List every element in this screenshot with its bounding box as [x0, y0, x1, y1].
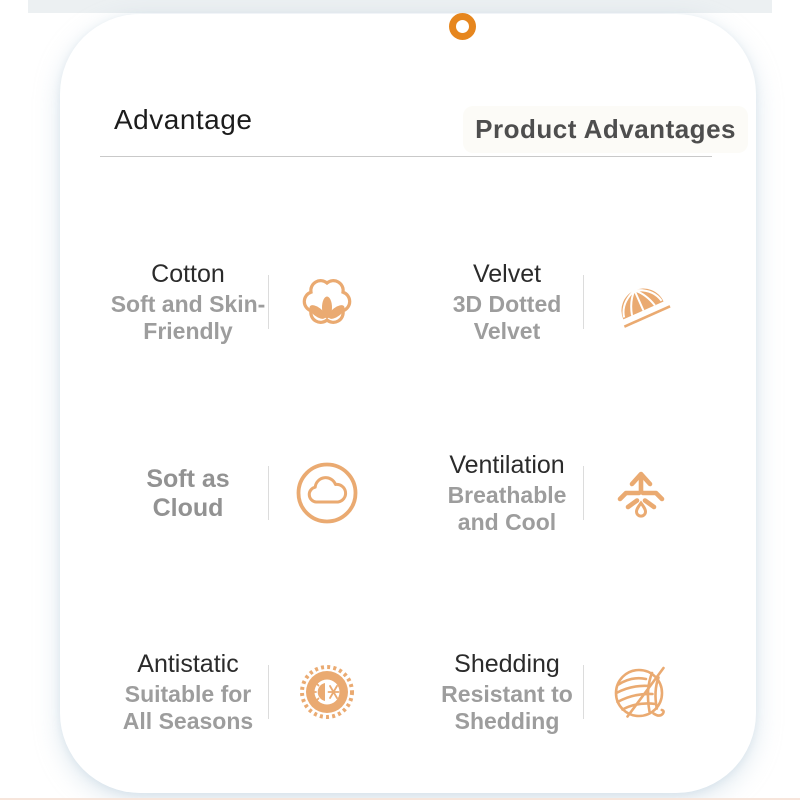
- yarn-ball-icon: [584, 659, 697, 725]
- feature-title: Ventilation: [449, 451, 565, 480]
- page-title: Advantage: [114, 104, 253, 135]
- feature-shedding: [431, 636, 697, 748]
- cloud-icon: [269, 460, 384, 526]
- feature-ventilation: [431, 440, 697, 546]
- feature-text: [431, 649, 583, 734]
- ring-icon: [449, 13, 476, 40]
- feature-title: Antistatic: [137, 650, 239, 679]
- feature-soft-as-cloud: [108, 440, 384, 546]
- feature-title: Shedding: [454, 650, 560, 679]
- all-seasons-icon: [269, 659, 384, 725]
- cotton-icon: [269, 268, 384, 336]
- feature-text: [108, 463, 268, 523]
- feature-text: [431, 259, 583, 344]
- feature-antistatic: [108, 636, 384, 748]
- top-background-band: [28, 0, 772, 13]
- feature-subtitle: 3D Dotted Velvet: [452, 291, 562, 344]
- feature-subtitle: Soft as Cloud: [146, 465, 230, 522]
- feature-text: [431, 450, 583, 535]
- feature-title: Cotton: [151, 260, 225, 289]
- feature-subtitle: Soft and Skin-Friendly: [110, 291, 266, 344]
- feature-title: Velvet: [472, 260, 542, 289]
- ventilation-icon: [584, 459, 697, 527]
- feature-subtitle: Suitable for All Seasons: [122, 681, 254, 734]
- feature-text: [108, 649, 268, 734]
- header-divider: [100, 156, 712, 157]
- advantages-card: [60, 14, 756, 793]
- velvet-icon: [584, 269, 697, 335]
- feature-subtitle: Breathable and Cool: [447, 482, 567, 535]
- feature-cotton: [108, 246, 384, 358]
- feature-velvet: [431, 246, 697, 358]
- section-heading: Product Advantages: [463, 106, 748, 153]
- feature-text: [108, 259, 268, 344]
- feature-subtitle: Resistant to Shedding: [441, 681, 573, 734]
